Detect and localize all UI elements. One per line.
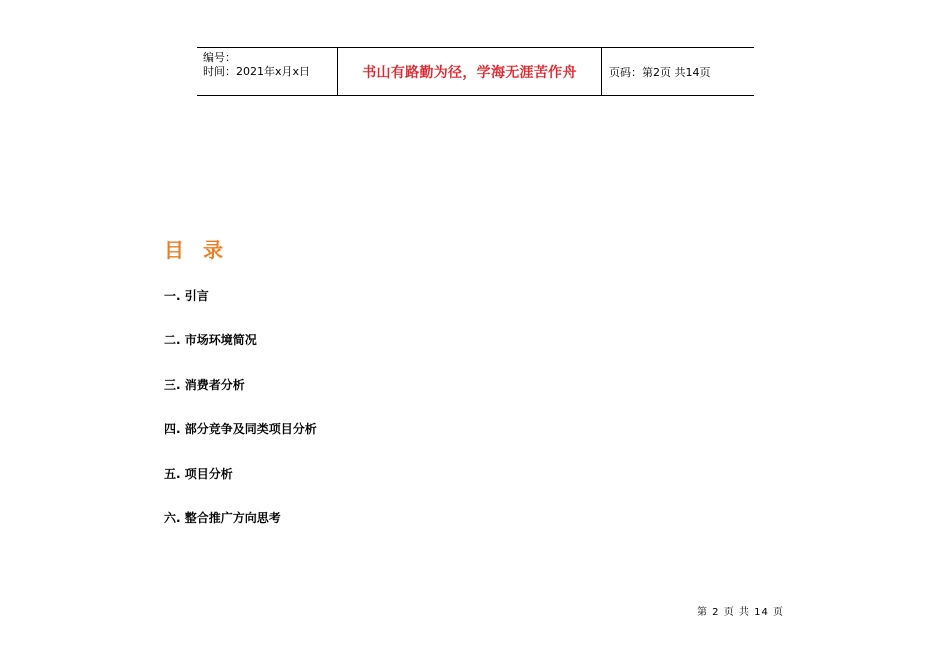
toc-item-project: 五. 项目分析 [164, 467, 233, 481]
page-header [197, 47, 754, 96]
header-page-info: 页码：第2页 共14页 [609, 65, 711, 79]
toc-item-market: 二. 市场环境简况 [164, 333, 257, 347]
toc-item-promotion: 六. 整合推广方向思考 [164, 511, 281, 525]
toc-item-intro: 一. 引言 [164, 289, 209, 303]
header-meta [197, 48, 338, 95]
code-label: 编号： [203, 51, 236, 64]
header-motto: 书山有路勤为径，学海无涯苦作舟 [338, 48, 602, 95]
time-label: 时间：2021年x月x日 [203, 65, 311, 78]
toc-item-consumer: 三. 消费者分析 [164, 378, 245, 392]
page-footer: 第 2 页 共 14 页 [697, 607, 784, 618]
toc-item-competition: 四. 部分竞争及同类项目分析 [164, 422, 317, 436]
toc-title: 目 录 [164, 238, 229, 262]
